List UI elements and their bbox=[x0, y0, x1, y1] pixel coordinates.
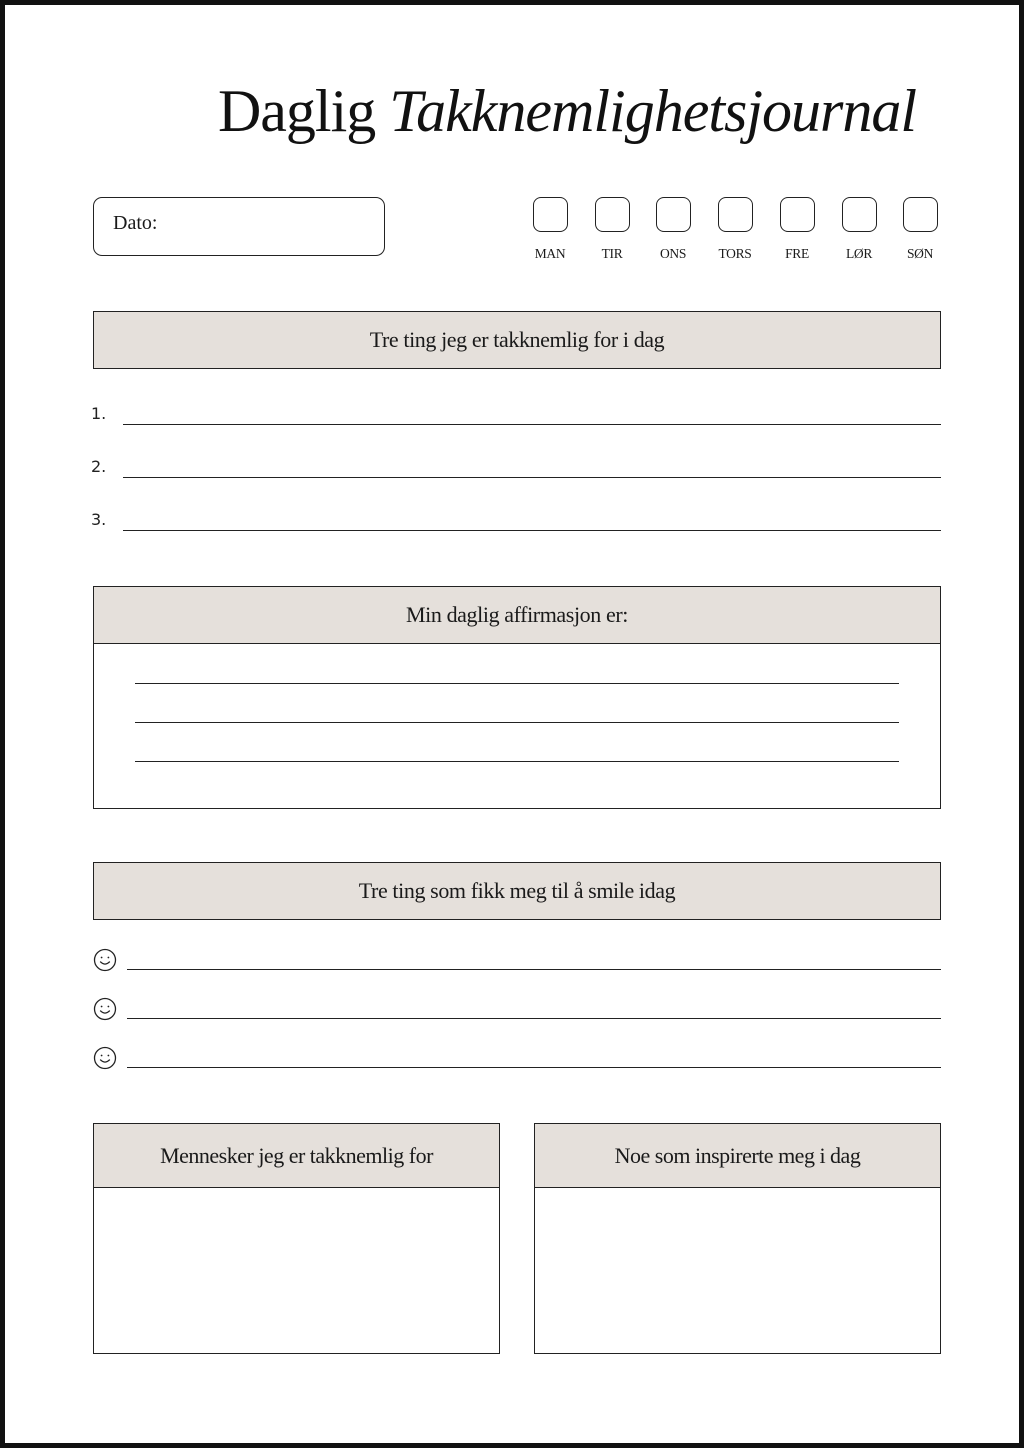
day-checkbox-tors[interactable] bbox=[705, 197, 765, 262]
affirmation-line-3[interactable] bbox=[135, 761, 899, 762]
affirmation-line-1[interactable] bbox=[135, 683, 899, 684]
date-field[interactable] bbox=[93, 197, 385, 256]
smile-section-header: Tre ting som fikk meg til å smile idag bbox=[93, 862, 941, 920]
smiley-face-icon bbox=[93, 948, 117, 972]
checkbox-box[interactable] bbox=[533, 197, 568, 232]
page-title bbox=[5, 77, 1024, 146]
smiley-face-icon bbox=[93, 1046, 117, 1070]
smile-line-3[interactable] bbox=[127, 1067, 941, 1068]
checkbox-box[interactable] bbox=[656, 197, 691, 232]
day-label: TORS bbox=[718, 246, 752, 261]
day-checkbox-fre[interactable] bbox=[767, 197, 827, 262]
day-checkbox-son[interactable] bbox=[890, 197, 950, 262]
day-label: MAN bbox=[534, 246, 566, 261]
date-label: Dato: bbox=[113, 212, 158, 234]
item-number: 2. bbox=[91, 457, 107, 476]
day-label: ONS bbox=[659, 246, 687, 261]
checkbox-box[interactable] bbox=[903, 197, 938, 232]
grateful-line-3[interactable] bbox=[123, 530, 941, 531]
people-section-header: Mennesker jeg er takknemlig for bbox=[93, 1123, 500, 1188]
checkbox-box[interactable] bbox=[718, 197, 753, 232]
day-checkbox-tir[interactable] bbox=[582, 197, 642, 262]
checkbox-box[interactable] bbox=[842, 197, 877, 232]
day-label: TIR bbox=[601, 246, 623, 261]
grateful-line-1[interactable] bbox=[123, 424, 941, 425]
smile-line-2[interactable] bbox=[127, 1018, 941, 1019]
checkbox-box[interactable] bbox=[595, 197, 630, 232]
affirmation-line-2[interactable] bbox=[135, 722, 899, 723]
title-part-italic: Takknemlighetsjournal bbox=[389, 78, 917, 144]
day-checkbox-lor[interactable] bbox=[829, 197, 889, 262]
day-checkbox-man[interactable] bbox=[520, 197, 580, 262]
grateful-line-2[interactable] bbox=[123, 477, 941, 478]
smile-line-1[interactable] bbox=[127, 969, 941, 970]
day-label: FRE bbox=[785, 246, 809, 261]
title-part-regular: Daglig bbox=[217, 78, 376, 144]
item-number: 3. bbox=[91, 510, 107, 529]
checkbox-box[interactable] bbox=[780, 197, 815, 232]
grateful-section-header: Tre ting jeg er takknemlig for i dag bbox=[93, 311, 941, 369]
smiley-face-icon bbox=[93, 997, 117, 1021]
day-checkbox-ons[interactable] bbox=[643, 197, 703, 262]
day-label: LØR bbox=[845, 246, 873, 261]
day-label: SØN bbox=[906, 246, 934, 261]
affirmation-section-header: Min daglig affirmasjon er: bbox=[93, 586, 941, 644]
item-number: 1. bbox=[91, 404, 107, 423]
inspired-section-header: Noe som inspirerte meg i dag bbox=[534, 1123, 941, 1188]
